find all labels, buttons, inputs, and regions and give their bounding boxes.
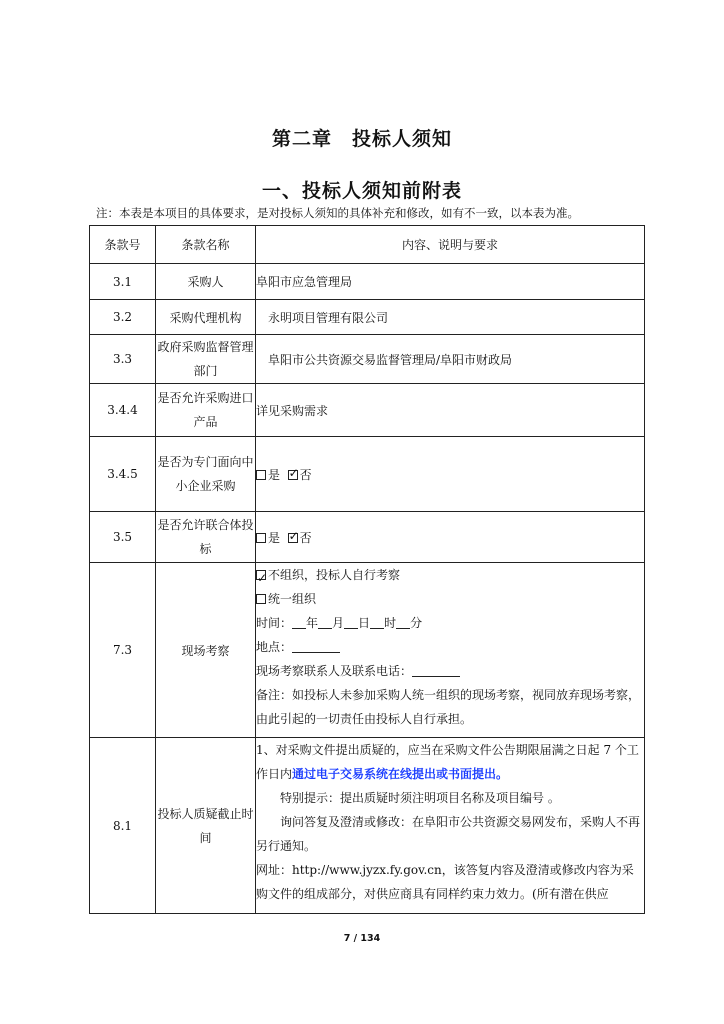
clause-no: 3.4.5: [90, 437, 156, 512]
clause-name: 是否允许采购进口产品: [156, 384, 256, 437]
header-content: 内容、说明与要求: [256, 226, 645, 264]
clause-no: 3.5: [90, 512, 156, 563]
clause-name: 投标人质疑截止时间: [156, 738, 256, 914]
checkbox-not-organized-checked[interactable]: [256, 570, 266, 580]
objection-paragraph-1: 1、对采购文件提出质疑的，应当在采购文件公告期限届满之日起 7 个工作日内通过电子交易系统在线提出或书面提出。: [256, 743, 639, 781]
clause-no: 3.4.4: [90, 384, 156, 437]
checkbox-yes[interactable]: [256, 470, 266, 480]
checkbox-no-checked[interactable]: [288, 533, 298, 543]
table-row: [90, 300, 645, 335]
clause-name: 是否允许联合体投标: [156, 512, 256, 563]
clause-content: [256, 563, 645, 738]
option-no-label: 否: [299, 530, 312, 545]
objection-paragraph-3: 询问答复及澄清或修改：在阜阳市公共资源交易网发布，采购人不再另行通知。: [256, 815, 641, 853]
option-yes-label: 是: [268, 530, 281, 545]
visit-remark: 备注：如投标人未参加采购人统一组织的现场考察，视同放弃现场考察，由此引起的一切责任由投标人自行承担。: [256, 688, 641, 726]
table-row: [90, 384, 645, 437]
objection-paragraph-2: 特别提示：提出质疑时须注明项目名称及项目编号 。: [280, 791, 560, 805]
header-clause-name: 条款名称: [156, 226, 256, 264]
clause-no: 3.3: [90, 335, 156, 384]
table-row: [90, 437, 645, 512]
clause-content: 详见采购需求: [256, 384, 645, 437]
header-clause-no: 条款号: [90, 226, 156, 264]
clause-name: 是否为专门面向中小企业采购: [156, 437, 256, 512]
option-organized: 统一组织: [268, 592, 317, 606]
table-row: [90, 563, 645, 738]
visit-time-line: 时间： 年 月 日 时 分: [256, 616, 423, 630]
table-note: 注：本表是本项目的具体要求，是对投标人须知的具体补充和修改，如有不一致，以本表为准。: [96, 206, 579, 220]
table-header-row: [90, 226, 645, 264]
clause-no: 8.1: [90, 738, 156, 914]
table-row: [90, 738, 645, 914]
clause-name: 现场考察: [156, 563, 256, 738]
clause-content: 阜阳市应急管理局: [256, 264, 645, 300]
clause-content: [256, 738, 645, 914]
checkbox-organized[interactable]: [256, 594, 266, 604]
clause-no: 3.2: [90, 300, 156, 335]
clause-no: 3.1: [90, 264, 156, 300]
clause-content: 阜阳市公共资源交易监督管理局/阜阳市财政局: [256, 335, 645, 384]
clause-name: 政府采购监督管理部门: [156, 335, 256, 384]
visit-place-line: 地点：: [256, 635, 644, 659]
clause-no: 7.3: [90, 563, 156, 738]
table-row: [90, 264, 645, 300]
checkbox-no-checked[interactable]: [288, 470, 298, 480]
clause-content: [256, 512, 645, 563]
clause-content: [256, 437, 645, 512]
clause-content: 永明项目管理有限公司: [256, 300, 645, 335]
table-row: [90, 335, 645, 384]
table-row: [90, 512, 645, 563]
clause-name: 采购代理机构: [156, 300, 256, 335]
option-yes-label: 是: [268, 467, 281, 482]
visit-contact-line: 现场考察联系人及联系电话：: [256, 659, 644, 683]
page-number: 7 / 134: [343, 933, 381, 944]
option-not-organized: 不组织，投标人自行考察: [268, 568, 401, 582]
instructions-table: [89, 225, 645, 914]
section-title: 一、投标人须知前附表: [261, 180, 462, 202]
chapter-title: 第二章 投标人须知: [271, 128, 452, 150]
clause-name: 采购人: [156, 264, 256, 300]
objection-paragraph-4: 网址：http://www.jyzx.fy.gov.cn，该答复内容及澄清或修改内容为采购文件的组成部分，对供应商具有同样约束力效力。(所有潜在供应: [256, 863, 634, 901]
checkbox-yes[interactable]: [256, 533, 266, 543]
option-no-label: 否: [299, 467, 312, 482]
